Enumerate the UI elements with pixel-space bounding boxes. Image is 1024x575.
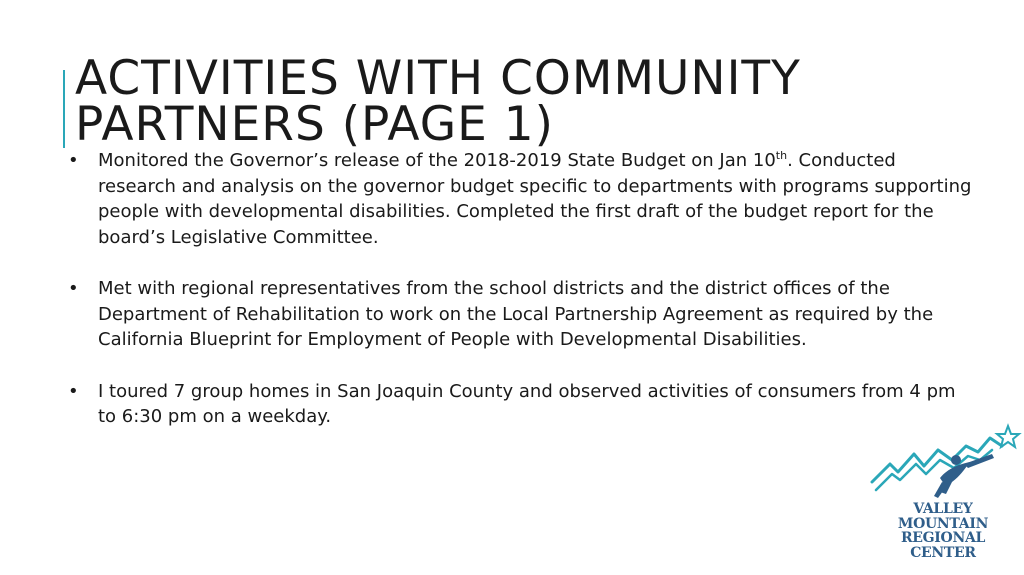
logo-line-valley: VALLEY [913, 501, 973, 517]
logo-line-center: CENTER [910, 544, 976, 561]
logo-line-regional: REGIONAL [900, 530, 986, 546]
mountain-figure-icon [868, 420, 1024, 510]
ordinal-suffix: th [775, 149, 788, 162]
bullet-text: Met with regional representatives from the school districts and the district offices of the Department of Rehabilitation to work on the Local Partnership Agreement as required by the California Blueprint for Employment of People with Developmental Disabilities. [98, 278, 934, 350]
bullet-text: Monitored the Governor’s release of the 2018-2019 State Budget on Jan 10 [98, 150, 776, 171]
bullet-item-partnership [68, 276, 978, 353]
bullet-text-continued: . Conducted research and analysis on the governor budget specific to departments with programs supporting people with developmental disabilities. Completed the first draft of the budget report for the board’s Legislative Committee. [98, 150, 972, 248]
slide-title-line-2: PARTNERS (PAGE 1) [75, 97, 555, 152]
bullet-list [68, 148, 978, 456]
bullet-item-budget [68, 148, 978, 250]
logo-line-mountain: MOUNTAIN [897, 515, 989, 532]
bullet-marker: • [68, 278, 79, 299]
bullet-item-group-homes [68, 379, 978, 430]
title-accent-bar [63, 70, 65, 148]
slide-title-line-1: ACTIVITIES WITH COMMUNITY [75, 51, 801, 106]
valley-mountain-regional-center-logo [868, 420, 1024, 570]
bullet-marker: • [68, 150, 79, 171]
bullet-text: I toured 7 group homes in San Joaquin County and observed activities of consumers from 4 pm to 6:30 pm on a weekday. [98, 380, 956, 427]
slide-title [75, 51, 801, 152]
logo-wordmark [888, 502, 998, 560]
bullet-marker: • [68, 380, 79, 402]
